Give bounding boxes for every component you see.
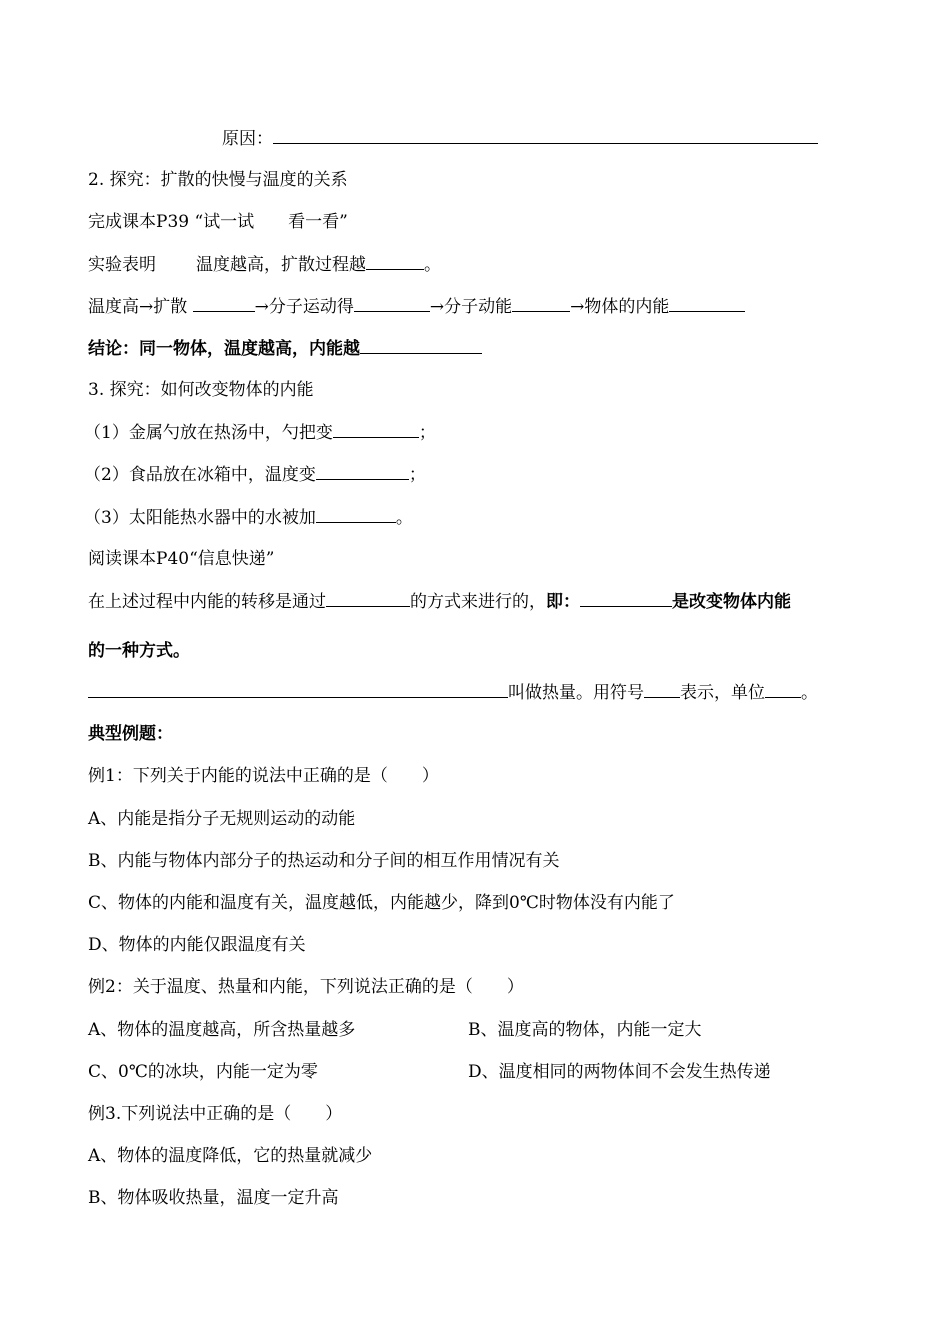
chain-line (88, 295, 745, 318)
conclusion-line (88, 337, 482, 360)
heat-unit-blank[interactable] (765, 681, 801, 698)
conclusion-text: 结论：同一物体，温度越高，内能越 (88, 339, 360, 359)
example-3-option-a: A、物体的温度降低，它的热量就减少 (88, 1146, 373, 1166)
transfer-text-3: 即： (546, 592, 580, 612)
item-2-blank[interactable] (316, 463, 409, 480)
section3-heading: 3. 探究：如何改变物体的内能 (88, 380, 314, 400)
transfer-text-4: 是改变物体内能 (672, 592, 791, 612)
transfer-text-2: 的方式来进行的， (410, 592, 546, 612)
heat-definition-blank[interactable] (88, 681, 508, 698)
example-2-question: 例2：关于温度、热量和内能，下列说法正确的是（ ） (88, 977, 524, 997)
example-2-option-a: A、物体的温度越高，所含热量越多 (88, 1020, 356, 1040)
period: 。 (801, 683, 818, 703)
read-line: 阅读课本P40“信息快递” (88, 549, 275, 569)
item-2-text: （2）食品放在冰箱中，温度变 (84, 465, 316, 485)
item-3-text: （3）太阳能热水器中的水被加 (84, 508, 316, 528)
example-2-option-c: C、0℃的冰块，内能一定为零 (88, 1062, 318, 1082)
item-1-text: （1）金属勺放在热汤中，勺把变 (84, 423, 333, 443)
transfer-blank-2[interactable] (580, 590, 672, 607)
item-2-line (84, 463, 426, 486)
transfer-line (88, 590, 791, 613)
item-3-line (84, 506, 413, 529)
item-3-blank[interactable] (316, 506, 396, 523)
experiment-result-line (88, 253, 441, 276)
heat-symbol-blank[interactable] (644, 681, 680, 698)
chain-blank-4[interactable] (669, 295, 745, 312)
heat-text-2: 表示，单位 (680, 683, 765, 703)
period: 。 (395, 508, 413, 528)
semicolon: ； (418, 423, 436, 443)
chain-blank-1[interactable] (193, 295, 255, 312)
section2-task: 完成课本P39 “试一试 看一看” (88, 212, 348, 232)
reason-blank[interactable] (273, 127, 818, 144)
examples-heading: 典型例题： (88, 724, 173, 744)
example-1-option-c: C、物体的内能和温度有关，温度越低，内能越少，降到0℃时物体没有内能了 (88, 893, 675, 913)
example-3-option-b: B、物体吸收热量，温度一定升高 (88, 1188, 339, 1208)
chain-part-1: 温度高→扩散 (88, 297, 193, 317)
reason-line (222, 127, 818, 150)
heat-definition-line (88, 681, 818, 704)
transfer-blank-1[interactable] (326, 590, 410, 607)
chain-blank-2[interactable] (354, 295, 430, 312)
section2-heading: 2. 探究：扩散的快慢与温度的关系 (88, 170, 348, 190)
example-1-question: 例1：下列关于内能的说法中正确的是（ ） (88, 766, 439, 786)
transfer-text-1: 在上述过程中内能的转移是通过 (88, 592, 326, 612)
example-1-option-a: A、内能是指分子无规则运动的动能 (88, 809, 356, 829)
chain-part-4: →物体的内能 (570, 297, 670, 317)
example-1-option-d: D、物体的内能仅跟温度有关 (88, 935, 306, 955)
conclusion-blank[interactable] (360, 337, 482, 354)
example-3-question: 例3.下列说法中正确的是（ ） (88, 1104, 343, 1124)
period: 。 (424, 255, 441, 275)
example-2-option-b: B、温度高的物体，内能一定大 (468, 1020, 702, 1040)
item-1-line (84, 421, 436, 444)
chain-part-3: →分子动能 (429, 297, 513, 317)
example-1-option-b: B、内能与物体内部分子的热运动和分子间的相互作用情况有关 (88, 851, 560, 871)
example-2-option-d: D、温度相同的两物体间不会发生热传递 (468, 1062, 771, 1082)
semicolon: ； (408, 465, 426, 485)
experiment-text: 温度越高，扩散过程越 (196, 255, 366, 275)
transfer-line-cont: 的一种方式。 (88, 641, 190, 661)
experiment-label: 实验表明 (88, 255, 156, 275)
chain-part-2: →分子运动得 (254, 297, 354, 317)
chain-blank-3[interactable] (512, 295, 570, 312)
heat-text-1: 叫做热量。用符号 (508, 683, 644, 703)
item-1-blank[interactable] (333, 421, 419, 438)
reason-label: 原因： (222, 129, 273, 149)
diffusion-speed-blank[interactable] (366, 253, 424, 270)
